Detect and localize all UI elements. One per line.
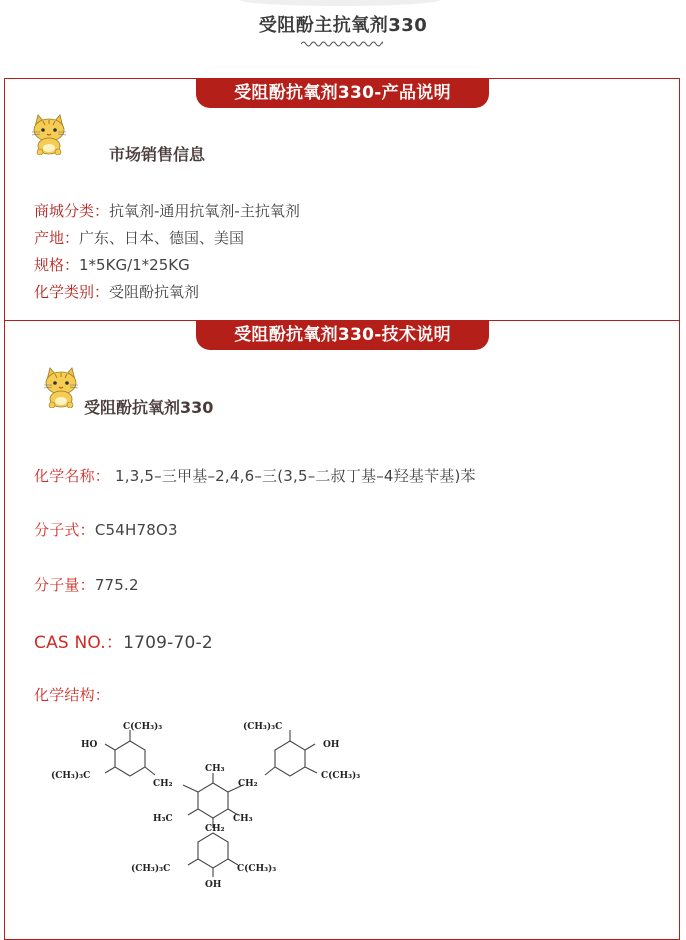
tech-label: 分子量： <box>34 576 95 594</box>
tech-row-cas <box>34 628 213 653</box>
info-label: 化学类别： <box>34 283 110 301</box>
label-ch3-1: CH₃ <box>205 764 225 774</box>
info-row-chem-class <box>34 281 199 302</box>
info-value: 1*5KG/1*25KG <box>79 256 190 274</box>
chemical-structure-diagram <box>45 721 375 896</box>
info-row-spec <box>34 254 190 275</box>
top-shadow <box>240 0 440 6</box>
info-label: 规格： <box>34 256 80 274</box>
label-tbu-3: (CH₃)₃C <box>243 722 283 732</box>
label-ch3-2: CH₃ <box>233 814 253 824</box>
product-description-card <box>4 78 680 321</box>
info-row-origin <box>34 227 244 248</box>
tech-label: 化学名称： <box>34 467 111 485</box>
label-tbu-1: C(CH₃)₃ <box>123 722 163 732</box>
info-value: 受阻酚抗氧剂 <box>109 283 200 301</box>
info-label: 商城分类： <box>34 202 110 220</box>
label-tbu-6: C(CH₃)₃ <box>237 864 277 874</box>
tech-value: 775.2 <box>94 576 139 594</box>
ring-upper-left <box>115 741 145 776</box>
cat-mascot-icon <box>29 113 69 155</box>
ring-bottom <box>198 833 228 868</box>
tech-banner: 受阻酚抗氧剂330-技术说明 <box>196 320 489 350</box>
info-value: 抗氧剂-通用抗氧剂-主抗氧剂 <box>109 202 300 220</box>
tech-value: 1,3,5–三甲基–2,4,6–三(3,5–二叔丁基–4羟基苄基)苯 <box>110 467 476 485</box>
ring-upper-right <box>275 741 305 776</box>
label-ch2-1: CH₂ <box>153 779 173 789</box>
tech-value: C54H78O3 <box>94 521 178 539</box>
tech-label: 分子式： <box>34 521 95 539</box>
tech-row-chem-name <box>34 465 476 486</box>
label-ho: HO <box>81 740 98 750</box>
technical-description-card <box>4 320 680 940</box>
tech-label: 化学结构： <box>34 686 111 704</box>
info-value: 广东、日本、德国、美国 <box>79 229 245 247</box>
label-tbu-4: C(CH₃)₃ <box>321 771 361 781</box>
cat-mascot-icon <box>41 366 81 408</box>
label-tbu-2: (CH₃)₃C <box>51 771 91 781</box>
page-title: 受阻酚主抗氧剂330 <box>258 15 428 36</box>
wave-divider-icon <box>301 40 383 48</box>
product-name-heading: 受阻酚抗氧剂330 <box>84 398 214 417</box>
label-tbu-5: (CH₃)₃C <box>131 864 171 874</box>
market-info-heading: 市场销售信息 <box>109 145 206 164</box>
product-banner: 受阻酚抗氧剂330-产品说明 <box>196 78 489 108</box>
tech-value: 1709-70-2 <box>123 633 213 653</box>
info-row-category <box>34 200 300 221</box>
label-oh-2: OH <box>205 880 222 890</box>
tech-label: CAS NO.： <box>34 633 124 653</box>
info-label: 产地： <box>34 229 80 247</box>
label-h3c: H₃C <box>153 814 173 824</box>
tech-row-formula <box>34 519 178 540</box>
label-ch2-3: CH₂ <box>205 824 225 834</box>
label-oh-1: OH <box>323 740 340 750</box>
tech-row-mol-weight <box>34 574 139 595</box>
label-ch2-2: CH₂ <box>238 779 258 789</box>
tech-row-structure <box>34 684 110 705</box>
ring-center <box>198 783 228 818</box>
